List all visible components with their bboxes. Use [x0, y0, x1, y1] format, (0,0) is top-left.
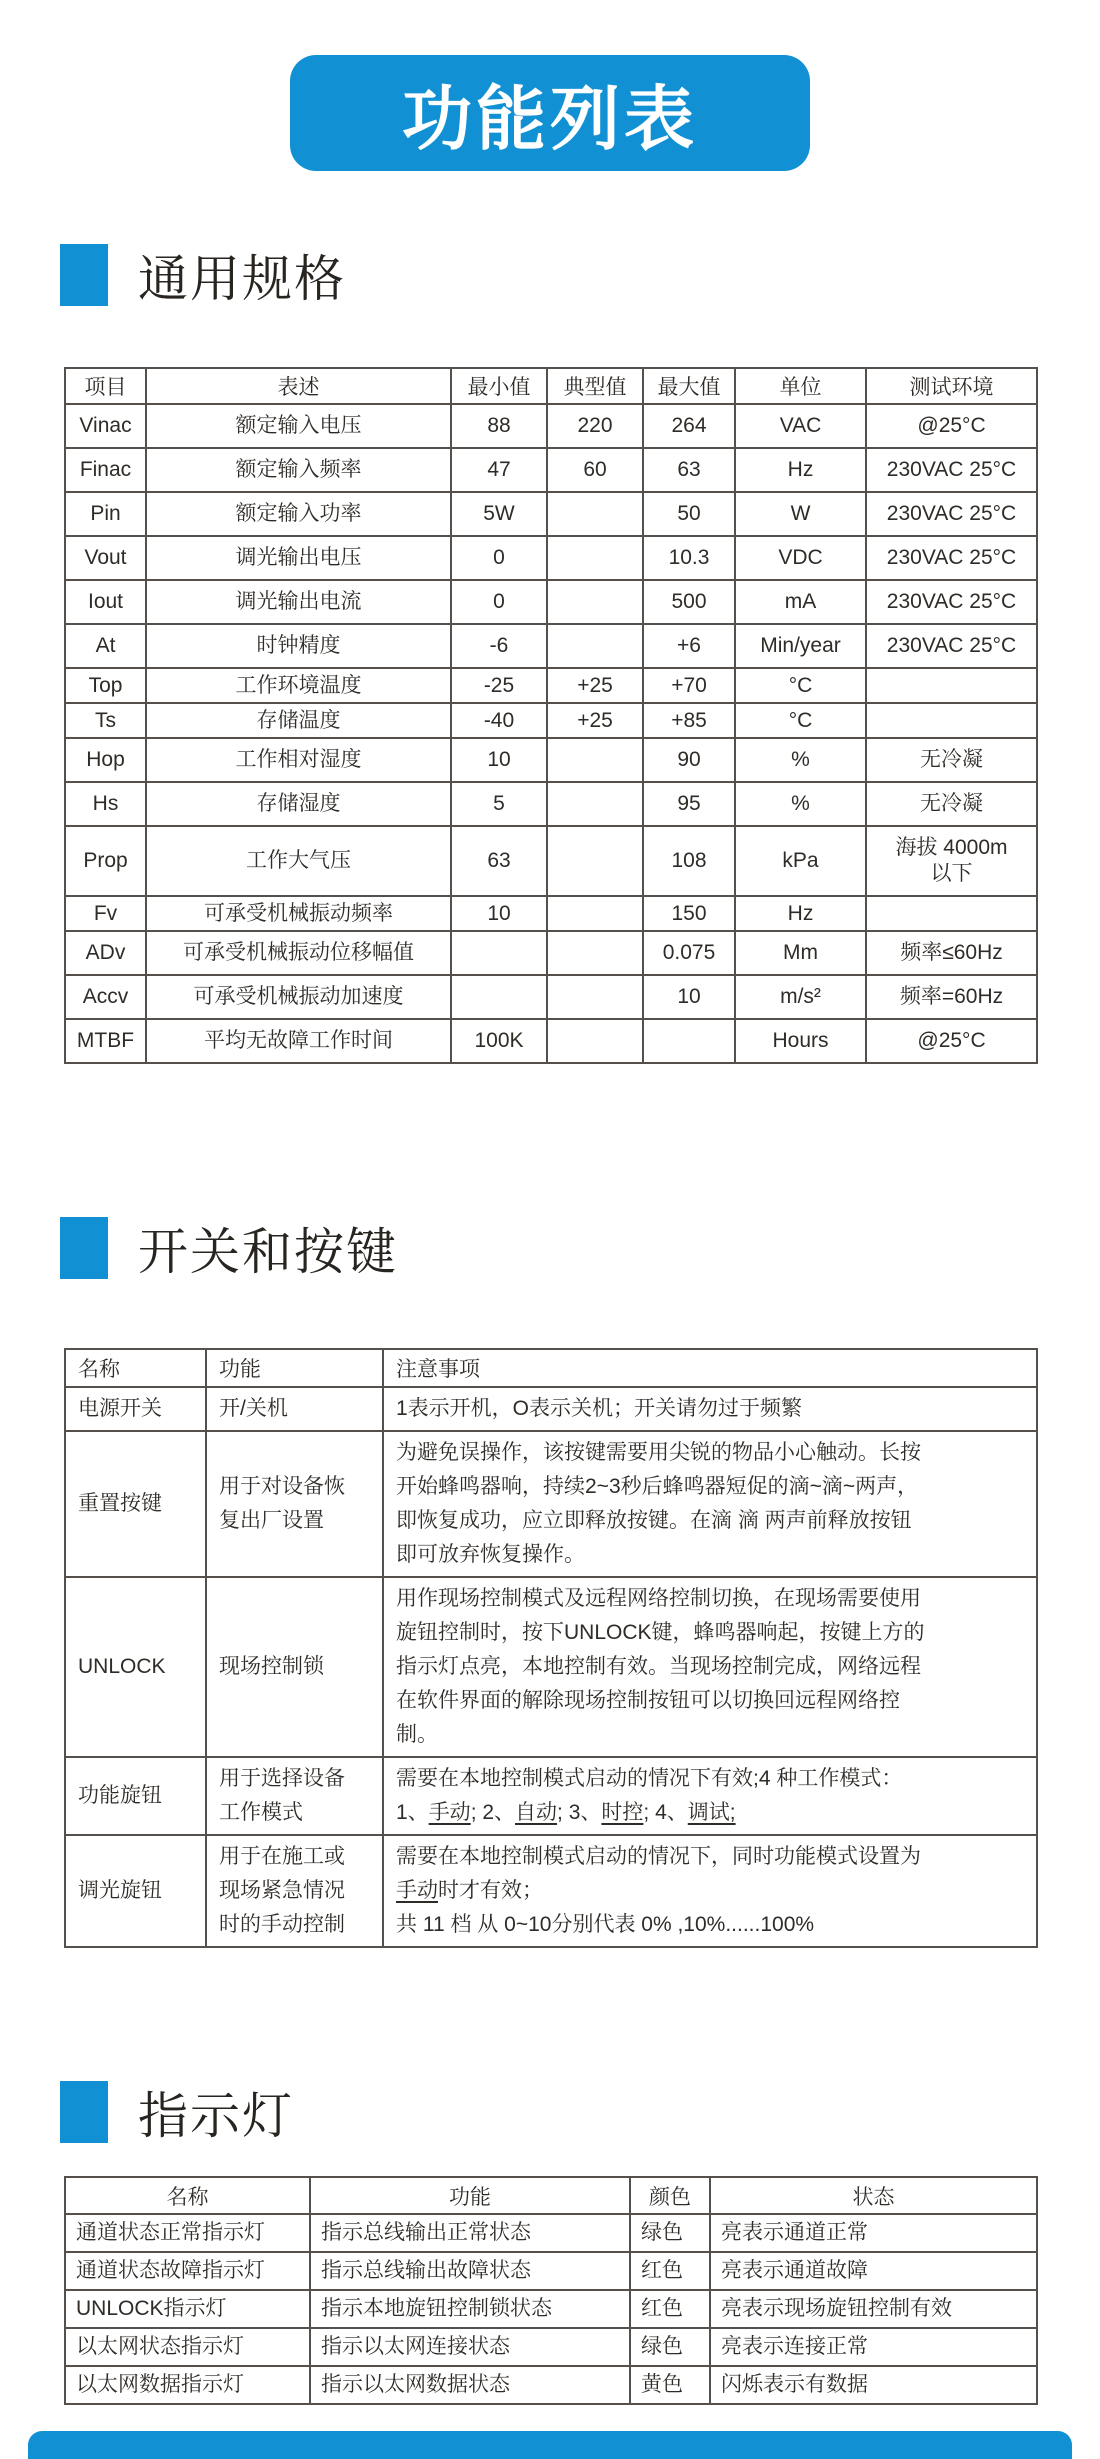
table-cell: Vinac: [65, 404, 146, 448]
table-cell: [547, 580, 643, 624]
table-cell: 时钟精度: [146, 624, 451, 668]
section-heading: [60, 239, 1100, 311]
table-cell: At: [65, 624, 146, 668]
table-cell: Hz: [735, 896, 866, 931]
table-cell: [547, 975, 643, 1019]
column-header: 最小值: [451, 368, 547, 404]
header-row: [65, 2177, 1037, 2214]
table-row: [65, 975, 1037, 1019]
table-cell: 亮表示通道正常: [710, 2214, 1037, 2252]
table-row: [65, 738, 1037, 782]
column-header: 功能: [206, 1349, 383, 1387]
table-row: [65, 668, 1037, 703]
table-cell: [547, 931, 643, 975]
table-cell: 以太网数据指示灯: [65, 2366, 310, 2404]
table-cell: 1表示开机，O表示关机；开关请勿过于频繁: [383, 1387, 1037, 1431]
table-cell: 以太网状态指示灯: [65, 2328, 310, 2366]
table-cell: 黄色: [630, 2366, 710, 2404]
table-row: [65, 448, 1037, 492]
table-row: [65, 2366, 1037, 2404]
table-cell: 重置按键: [65, 1431, 206, 1577]
table-cell: mA: [735, 580, 866, 624]
table-cell: %: [735, 782, 866, 826]
section-title: 指示灯: [138, 2088, 294, 2144]
table-cell: 50: [643, 492, 735, 536]
table-row: [65, 2328, 1037, 2366]
table-cell: 可承受机械振动位移幅值: [146, 931, 451, 975]
table-row: [65, 580, 1037, 624]
table-cell: Finac: [65, 448, 146, 492]
table-cell: 红色: [630, 2290, 710, 2328]
table-cell: 需要在本地控制模式启动的情况下有效;4 种工作模式： 1、手动; 2、自动; 3、时控; 4、调试;: [383, 1757, 1037, 1835]
column-header: 名称: [65, 1349, 206, 1387]
section-heading: [60, 1212, 1100, 1284]
table-cell: 红色: [630, 2252, 710, 2290]
table-cell: 150: [643, 896, 735, 931]
table-cell: 95: [643, 782, 735, 826]
table-cell: Hours: [735, 1019, 866, 1063]
bottom-accent-bar: [28, 2431, 1072, 2459]
table-cell: +70: [643, 668, 735, 703]
table-cell: 10.3: [643, 536, 735, 580]
table-cell: Min/year: [735, 624, 866, 668]
table-row: [65, 782, 1037, 826]
table-cell: 额定输入频率: [146, 448, 451, 492]
column-header: 典型值: [547, 368, 643, 404]
table-cell: @25°C: [866, 1019, 1037, 1063]
table-cell: Prop: [65, 826, 146, 896]
table-cell: [547, 826, 643, 896]
table-cell: Ts: [65, 703, 146, 738]
table-cell: Top: [65, 668, 146, 703]
column-header: 最大值: [643, 368, 735, 404]
column-header: 测试环境: [866, 368, 1037, 404]
table-cell: W: [735, 492, 866, 536]
table-cell: 亮表示通道故障: [710, 2252, 1037, 2290]
table-cell: Mm: [735, 931, 866, 975]
table-cell: kPa: [735, 826, 866, 896]
table-cell: [547, 1019, 643, 1063]
table-cell: Hs: [65, 782, 146, 826]
table-cell: m/s²: [735, 975, 866, 1019]
table-cell: 需要在本地控制模式启动的情况下，同时功能模式设置为 手动时才有效； 共 11 档 从 0~10分别代表 0% ,10%......100%: [383, 1835, 1037, 1947]
table-cell: 90: [643, 738, 735, 782]
table-cell: +25: [547, 703, 643, 738]
indicators-table: [64, 2176, 1038, 2405]
table-row: [65, 1835, 1037, 1947]
table-cell: 指示以太网连接状态: [310, 2328, 630, 2366]
table-row: [65, 826, 1037, 896]
table-cell: 264: [643, 404, 735, 448]
page-title-badge: 功能列表: [290, 55, 810, 171]
table-cell: 用于对设备恢 复出厂设置: [206, 1431, 383, 1577]
table-cell: °C: [735, 703, 866, 738]
table-cell: [866, 703, 1037, 738]
table-cell: 88: [451, 404, 547, 448]
table-cell: 绿色: [630, 2214, 710, 2252]
table-cell: 用于选择设备 工作模式: [206, 1757, 383, 1835]
table-cell: 用作现场控制模式及远程网络控制切换，在现场需要使用 旋钮控制时，按下UNLOCK键，蜂鸣器响起，按键上方的 指示灯点亮，本地控制有效。当现场控制完成，网络远程 在软件界面的解除现场控制按钮可以切换回远程网络控 制。: [383, 1577, 1037, 1757]
switches-buttons-table: [64, 1348, 1038, 1948]
table-row: [65, 624, 1037, 668]
table-cell: [547, 738, 643, 782]
table-cell: +85: [643, 703, 735, 738]
table-row: [65, 536, 1037, 580]
table-cell: 调光输出电压: [146, 536, 451, 580]
table-row: [65, 404, 1037, 448]
table-cell: 60: [547, 448, 643, 492]
table-cell: 海拔 4000m 以下: [866, 826, 1037, 896]
column-header: 表述: [146, 368, 451, 404]
table-cell: %: [735, 738, 866, 782]
column-header: 注意事项: [383, 1349, 1037, 1387]
table-cell: 63: [643, 448, 735, 492]
table-cell: VAC: [735, 404, 866, 448]
table-cell: [866, 668, 1037, 703]
table-cell: 亮表示现场旋钮控制有效: [710, 2290, 1037, 2328]
table-cell: 0: [451, 580, 547, 624]
table-row: [65, 931, 1037, 975]
table-cell: @25°C: [866, 404, 1037, 448]
table-cell: 无冷凝: [866, 738, 1037, 782]
table-cell: 可承受机械振动加速度: [146, 975, 451, 1019]
table-cell: 存储湿度: [146, 782, 451, 826]
header-row: [65, 368, 1037, 404]
table-cell: [643, 1019, 735, 1063]
section-indicators: [0, 2076, 1100, 2405]
table-cell: 通道状态故障指示灯: [65, 2252, 310, 2290]
table-cell: 47: [451, 448, 547, 492]
section-switches-buttons: [0, 1212, 1100, 1948]
table-cell: 闪烁表示有数据: [710, 2366, 1037, 2404]
table-cell: °C: [735, 668, 866, 703]
table-cell: [547, 536, 643, 580]
table-cell: UNLOCK: [65, 1577, 206, 1757]
table-cell: 指示总线输出故障状态: [310, 2252, 630, 2290]
table-row: [65, 1387, 1037, 1431]
column-header: 状态: [710, 2177, 1037, 2214]
table-cell: 0: [451, 536, 547, 580]
table-cell: Vout: [65, 536, 146, 580]
table-row: [65, 2214, 1037, 2252]
column-header: 颜色: [630, 2177, 710, 2214]
table-row: [65, 1019, 1037, 1063]
table-cell: 额定输入功率: [146, 492, 451, 536]
table-cell: 500: [643, 580, 735, 624]
table-cell: Hz: [735, 448, 866, 492]
table-cell: ADv: [65, 931, 146, 975]
table-cell: 平均无故障工作时间: [146, 1019, 451, 1063]
table-cell: VDC: [735, 536, 866, 580]
table-cell: [451, 975, 547, 1019]
table-cell: 频率≤60Hz: [866, 931, 1037, 975]
table-cell: [866, 896, 1037, 931]
table-cell: 亮表示连接正常: [710, 2328, 1037, 2366]
table-cell: 存储温度: [146, 703, 451, 738]
general-specs-table: [64, 367, 1038, 1064]
column-header: 单位: [735, 368, 866, 404]
table-cell: 5W: [451, 492, 547, 536]
table-cell: 通道状态正常指示灯: [65, 2214, 310, 2252]
section-bullet-icon: [60, 244, 108, 306]
section-heading: [60, 2076, 1100, 2148]
table-cell: 现场控制锁: [206, 1577, 383, 1757]
table-cell: 额定输入电压: [146, 404, 451, 448]
table-cell: 230VAC 25°C: [866, 580, 1037, 624]
table-cell: 可承受机械振动频率: [146, 896, 451, 931]
table-cell: MTBF: [65, 1019, 146, 1063]
table-row: [65, 1431, 1037, 1577]
table-row: [65, 1757, 1037, 1835]
table-cell: 频率=60Hz: [866, 975, 1037, 1019]
table-cell: 230VAC 25°C: [866, 492, 1037, 536]
table-cell: Fv: [65, 896, 146, 931]
table-cell: 指示以太网数据状态: [310, 2366, 630, 2404]
table-cell: 开/关机: [206, 1387, 383, 1431]
column-header: 名称: [65, 2177, 310, 2214]
table-cell: 10: [643, 975, 735, 1019]
table-cell: Iout: [65, 580, 146, 624]
table-cell: [547, 492, 643, 536]
table-cell: 指示总线输出正常状态: [310, 2214, 630, 2252]
table-cell: 63: [451, 826, 547, 896]
table-cell: 108: [643, 826, 735, 896]
table-cell: +6: [643, 624, 735, 668]
table-cell: 调光输出电流: [146, 580, 451, 624]
table-cell: Accv: [65, 975, 146, 1019]
table-cell: -6: [451, 624, 547, 668]
table-cell: 工作大气压: [146, 826, 451, 896]
table-row: [65, 2290, 1037, 2328]
section-bullet-icon: [60, 1217, 108, 1279]
table-row: [65, 703, 1037, 738]
table-cell: 工作环境温度: [146, 668, 451, 703]
table-cell: [547, 896, 643, 931]
table-cell: 230VAC 25°C: [866, 624, 1037, 668]
section-title: 开关和按键: [138, 1224, 398, 1280]
table-cell: Pin: [65, 492, 146, 536]
table-cell: 10: [451, 896, 547, 931]
table-cell: 10: [451, 738, 547, 782]
column-header: 功能: [310, 2177, 630, 2214]
header-row: [65, 1349, 1037, 1387]
table-cell: UNLOCK指示灯: [65, 2290, 310, 2328]
table-row: [65, 1577, 1037, 1757]
table-row: [65, 492, 1037, 536]
table-cell: 0.075: [643, 931, 735, 975]
table-cell: -40: [451, 703, 547, 738]
table-cell: 工作相对湿度: [146, 738, 451, 782]
table-cell: 绿色: [630, 2328, 710, 2366]
table-cell: 5: [451, 782, 547, 826]
table-row: [65, 2252, 1037, 2290]
table-cell: 100K: [451, 1019, 547, 1063]
column-header: 项目: [65, 368, 146, 404]
table-cell: 为避免误操作，该按键需要用尖锐的物品小心触动。长按 开始蜂鸣器响，持续2~3秒后蜂鸣器短促的滴~滴~两声， 即恢复成功，应立即释放按键。在滴 滴 两声前释放按钮 即可放弃恢复操作。: [383, 1431, 1037, 1577]
table-cell: Hop: [65, 738, 146, 782]
table-cell: 电源开关: [65, 1387, 206, 1431]
table-cell: 230VAC 25°C: [866, 448, 1037, 492]
table-cell: [451, 931, 547, 975]
table-cell: 功能旋钮: [65, 1757, 206, 1835]
section-general-specs: [0, 239, 1100, 1064]
section-bullet-icon: [60, 2081, 108, 2143]
table-cell: -25: [451, 668, 547, 703]
table-cell: 用于在施工或 现场紧急情况 时的手动控制: [206, 1835, 383, 1947]
table-cell: 230VAC 25°C: [866, 536, 1037, 580]
table-cell: [547, 624, 643, 668]
table-cell: 指示本地旋钮控制锁状态: [310, 2290, 630, 2328]
table-cell: 220: [547, 404, 643, 448]
table-row: [65, 896, 1037, 931]
table-cell: 无冷凝: [866, 782, 1037, 826]
table-cell: +25: [547, 668, 643, 703]
table-cell: [547, 782, 643, 826]
section-title: 通用规格: [138, 251, 346, 307]
table-cell: 调光旋钮: [65, 1835, 206, 1947]
